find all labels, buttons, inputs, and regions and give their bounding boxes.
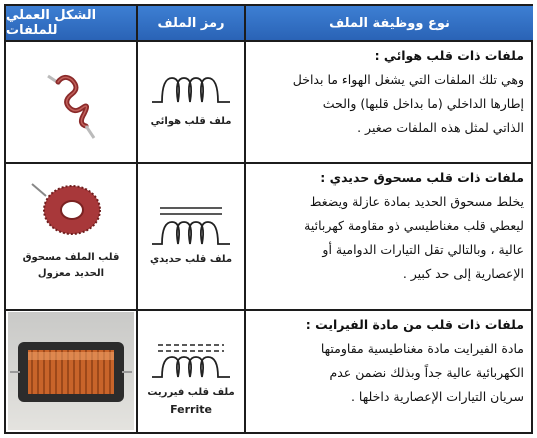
row-ferrite-description <box>254 313 524 409</box>
row-title: ملفات ذات قلب من مادة الفيرايت : <box>305 317 524 332</box>
ferrite-core-coil-symbol-icon <box>138 315 244 385</box>
column-divider <box>244 6 246 432</box>
air-core-symbol <box>138 40 244 162</box>
toroid-coil-icon <box>6 162 136 252</box>
coil-symbol-icon <box>138 60 244 120</box>
row-text-line: الإعصارية إلى حد كبير . <box>402 266 524 281</box>
iron-powder-coil-photo <box>6 162 136 309</box>
iron-core-symbol <box>138 162 244 309</box>
header-type-function: نوع ووظيفة الملف <box>246 6 533 40</box>
symbol-label: ملف قلب هوائي <box>150 116 232 127</box>
air-core-coil-photo <box>6 40 136 162</box>
row-air-core-description <box>254 44 524 140</box>
row-iron-powder-description <box>254 166 524 286</box>
row-title: ملفات ذات قلب مسحوق حديدي : <box>320 170 524 185</box>
air-coil-icon <box>6 40 136 162</box>
row-text-line: يخلط مسحوق الحديد بمادة عازلة ويضغط <box>309 194 524 209</box>
row-divider <box>6 309 531 311</box>
ferrite-coil-photo <box>8 312 134 430</box>
row-text-line: مادة الفيرايت مادة مغناطيسية مقاومتها <box>320 341 524 356</box>
symbol-label: ملف قلب حديدي <box>149 254 233 265</box>
row-text-line: سريان التيارات الإعصارية داخلها . <box>350 389 524 404</box>
row-text-line: وهي تلك الملفات التي يشغل الهواء ما بداخل <box>292 72 524 87</box>
row-text-line: إطارها الداخلي (ما بداخل قلبها) والحث <box>322 96 524 111</box>
row-text-line: الذاتي لمثل هذه الملفات صغير . <box>357 120 524 135</box>
header-practical-shape: الشكل العملي للملفات <box>6 6 136 40</box>
photo-label: قلب الملف مسحوق <box>22 252 120 263</box>
symbol-label: ملف قلب فيرريت <box>147 387 235 398</box>
symbol-label-ferrite: Ferrite <box>170 403 212 416</box>
row-title: ملفات ذات قلب هوائي : <box>374 48 524 63</box>
coil-types-table <box>4 4 533 434</box>
row-text-line: الكهربائية عالية جداً وبذلك نضمن عدم <box>329 365 524 380</box>
header-coil-symbol: رمز الملف <box>138 6 244 40</box>
ferrite-core-symbol <box>138 309 244 432</box>
row-text-line: عالية ، وبالتالي تقل التيارات الدوامية أو <box>322 242 524 257</box>
photo-label: الحديد معزول <box>37 268 105 279</box>
ferrite-coil-icon <box>8 312 134 430</box>
row-text-line: ليعطي قلب مغناطيسي ذو مقاومة كهربائية <box>304 218 524 233</box>
